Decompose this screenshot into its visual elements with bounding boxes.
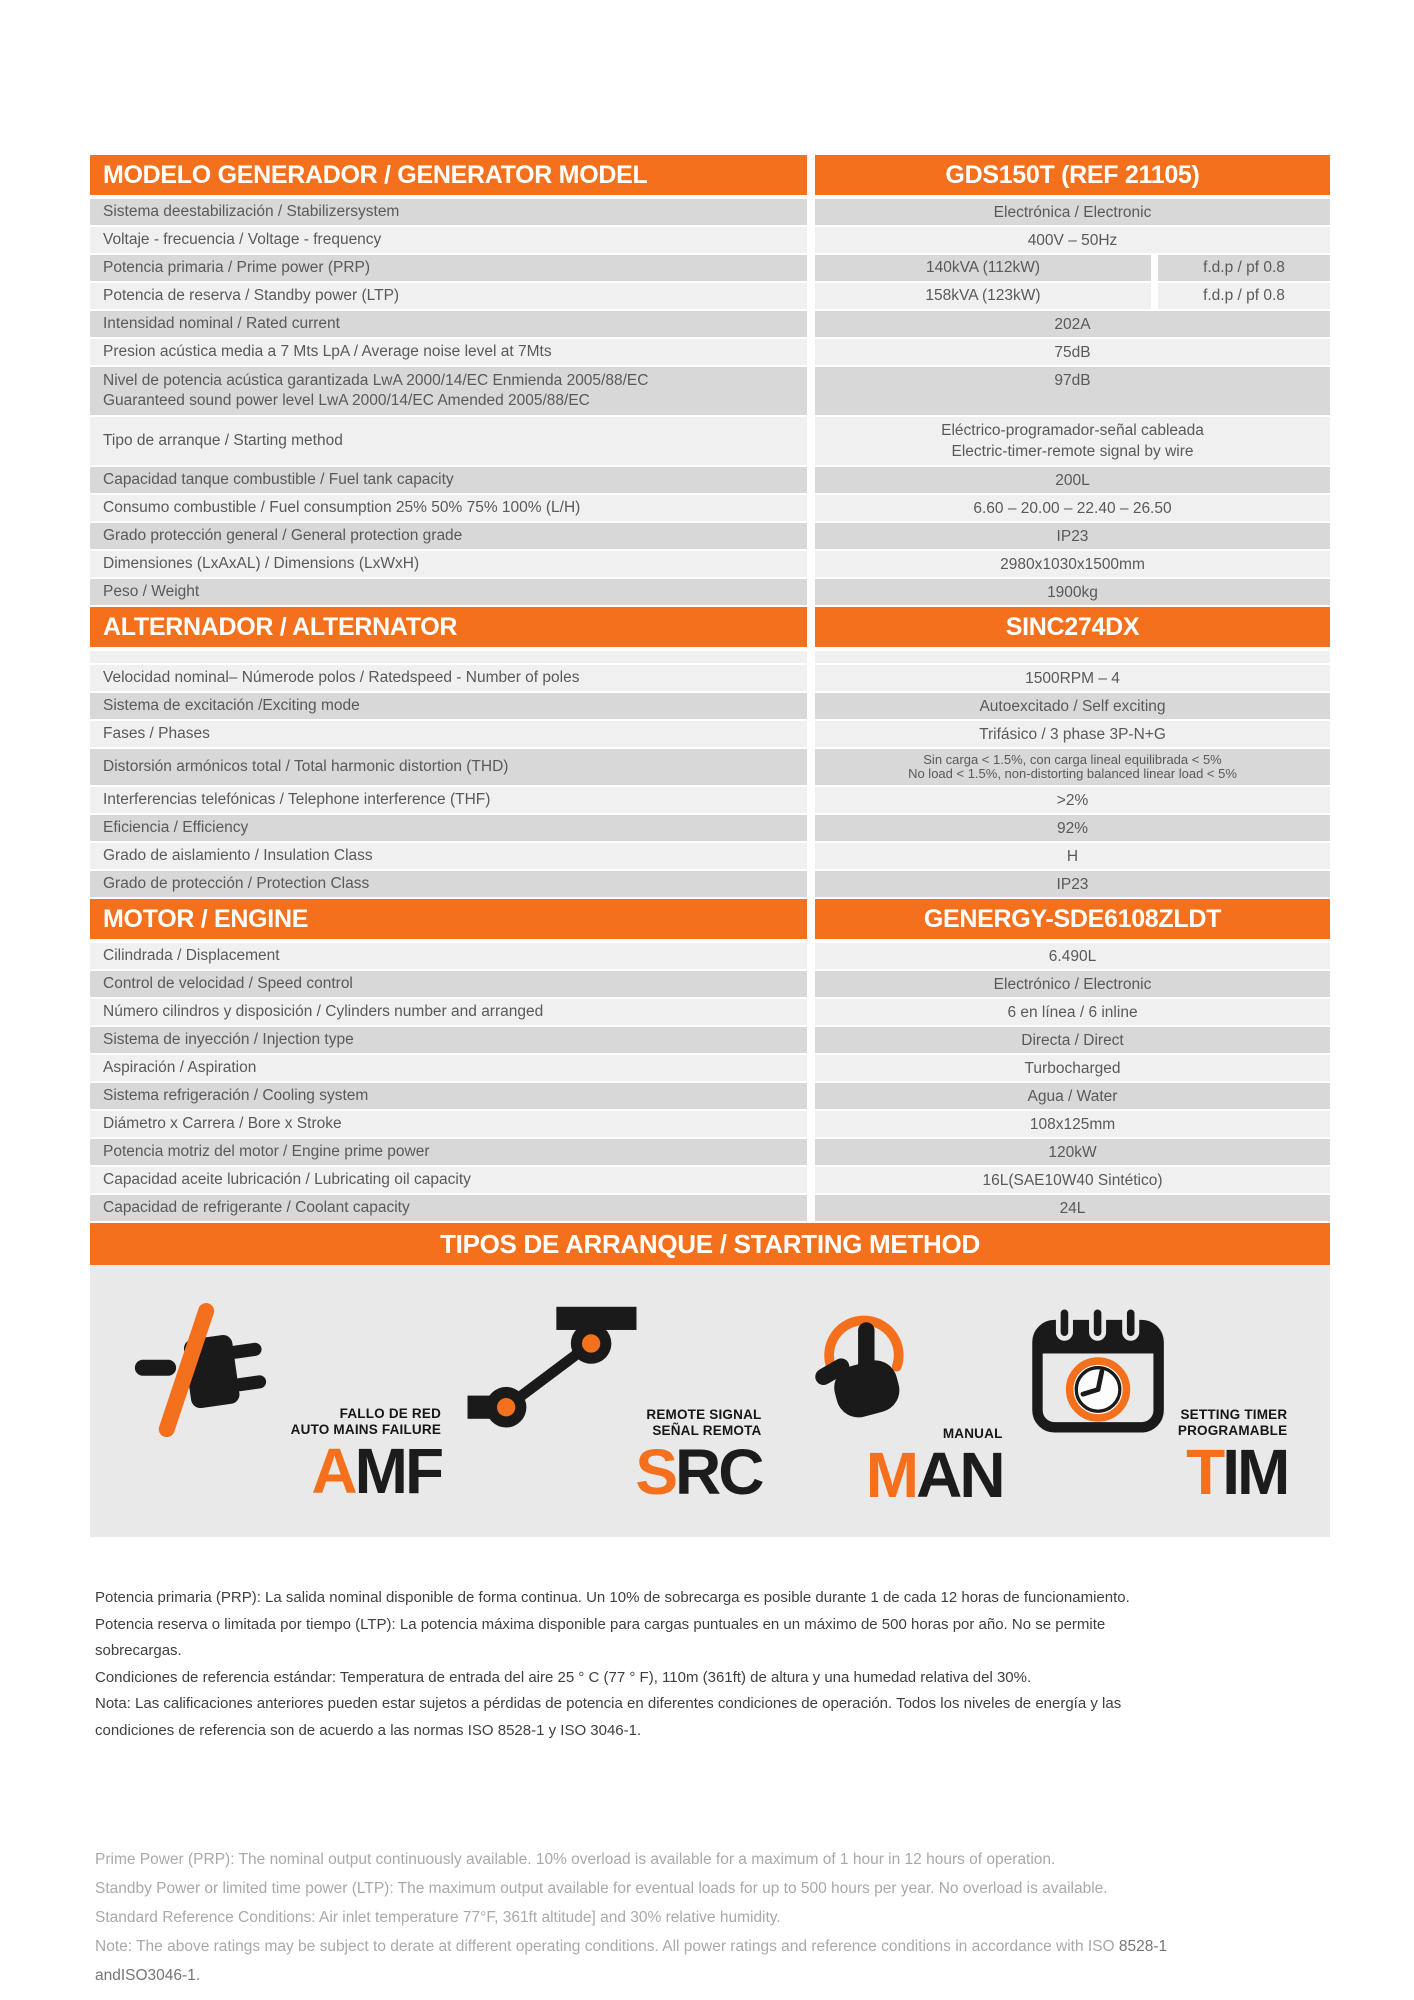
- row-value: [815, 417, 1330, 465]
- note-line: Potencia reserva o limitada por tiempo (LTP): La potencia máxima disponible para cargas puntuales en un máximo de 500 horas por año. No se permite: [95, 1615, 1106, 1633]
- note-line: Nota: Las calificaciones anteriores pueden estar sujetos a pérdidas de potencia en diferentes condiciones de operación. Todos los niveles de energía y las: [95, 1695, 1122, 1712]
- note-line: sobrecargas.: [95, 1642, 182, 1659]
- note-text: Note: The above ratings may be subject to derate at different operating conditions. All power ratings and reference conditions in accordance with ISO: [95, 1938, 1119, 1955]
- label-text: Diámetro x Carrera / Bore x Stroke: [103, 1115, 342, 1132]
- row-value: [815, 1195, 1330, 1221]
- value-line: Trifásico / 3 phase 3P-N+G: [979, 725, 1166, 743]
- row-label: [90, 283, 807, 309]
- value-line: 2980x1030x1500mm: [1000, 555, 1145, 573]
- row-label: [90, 971, 807, 997]
- value-line: Turbocharged: [1024, 1059, 1121, 1077]
- section-title-text: MODELO GENERADOR / GENERATOR MODEL: [103, 160, 648, 189]
- starting-method-tim: [1028, 1301, 1288, 1508]
- label-text: Presion acústica media a 7 Mts LpA / Average noise level at 7Mts: [103, 343, 552, 360]
- row-value: [815, 1027, 1330, 1053]
- spec-row: [90, 255, 1330, 281]
- label-text: Potencia motriz del motor / Engine prime power: [103, 1143, 430, 1160]
- row-label: [90, 339, 807, 365]
- value-line: 400V – 50Hz: [1027, 231, 1118, 249]
- label-text: Eficiencia / Efficiency: [103, 819, 249, 836]
- caption-line: SEÑAL REMOTA: [652, 1423, 762, 1438]
- code-first-letter: T: [1186, 1436, 1223, 1508]
- row-value: [815, 255, 1151, 281]
- row-label: [90, 693, 807, 719]
- row-label: [90, 227, 807, 253]
- section-header-alternator: [90, 607, 1330, 647]
- row-value: [815, 1055, 1330, 1081]
- row-pf-value: [1158, 283, 1330, 309]
- value-line: IP23: [1056, 527, 1089, 545]
- starting-method-src: [466, 1301, 762, 1508]
- value-line: 16L(SAE10W40 Sintético): [982, 1171, 1163, 1189]
- pf-text: f.d.p / pf 0.8: [1203, 287, 1285, 304]
- row-value: [815, 999, 1330, 1025]
- section-model-text: SINC274DX: [1005, 612, 1140, 641]
- value-line: 6 en línea / 6 inline: [1007, 1003, 1138, 1021]
- engine-header-model: [815, 899, 1330, 939]
- row-value: [815, 495, 1330, 521]
- label-text: Consumo combustible / Fuel consumption 25% 50% 75% 100% (L/H): [103, 499, 581, 516]
- row-label: [90, 255, 807, 281]
- label-text: Voltaje - frecuencia / Voltage - frequency: [103, 231, 382, 248]
- pf-text: f.d.p / pf 0.8: [1203, 259, 1285, 276]
- spec-row: [90, 367, 1330, 415]
- spec-row: [90, 579, 1330, 605]
- label-text: Sistema deestabilización / Stabilizersystem: [103, 203, 400, 220]
- row-value: [815, 943, 1330, 969]
- row-label: [90, 579, 807, 605]
- label-text: Intensidad nominal / Rated current: [103, 315, 340, 332]
- alternator-header-title: [90, 607, 807, 647]
- value-line: 92%: [1056, 819, 1089, 837]
- note-line: Prime Power (PRP): The nominal output continuously available. 10% overload is available for a maximum of 1 hour in 12 hours of operation.: [95, 1851, 1056, 1868]
- value-line: Eléctrico-programador-señal cableada: [941, 422, 1204, 439]
- starting-method-header: [90, 1223, 1330, 1265]
- method-code: [311, 1435, 442, 1507]
- tim-icon-caption: [1028, 1301, 1287, 1441]
- row-label: [90, 749, 807, 785]
- spec-row: [90, 339, 1330, 365]
- starting-method-man: [787, 1299, 1003, 1511]
- row-value: [815, 1167, 1330, 1193]
- row-value: [815, 551, 1330, 577]
- label-text: Aspiración / Aspiration: [103, 1059, 257, 1076]
- value-line: >2%: [1056, 791, 1089, 809]
- value-text: 140kVA (112kW): [925, 259, 1040, 276]
- spec-row: [90, 971, 1330, 997]
- generator-model-header-model: [815, 155, 1330, 195]
- section-header-generator-model: [90, 155, 1330, 195]
- value-line: 97dB: [1054, 372, 1091, 389]
- row-value: [815, 815, 1330, 841]
- note-line: condiciones de referencia son de acuerdo a las normas ISO 8528-1 y ISO 3046-1.: [95, 1721, 642, 1739]
- value-line: 200L: [1055, 471, 1090, 489]
- value-line: IP23: [1056, 875, 1089, 893]
- spec-row: [90, 815, 1330, 841]
- row-label: [90, 787, 807, 813]
- spec-row: [90, 311, 1330, 337]
- label-text: Grado de aislamiento / Insulation Class: [103, 847, 373, 864]
- label-text: Capacidad aceite lubricación / Lubricating oil capacity: [103, 1171, 471, 1188]
- row-label: [90, 1195, 807, 1221]
- section-title-text: MOTOR / ENGINE: [103, 904, 309, 933]
- value-line: Directa / Direct: [1021, 1031, 1124, 1049]
- spec-row: [90, 495, 1330, 521]
- spec-row: [90, 693, 1330, 719]
- row-label: [90, 551, 807, 577]
- value-line: 202A: [1054, 315, 1091, 333]
- spec-table: [90, 155, 1330, 1537]
- row-value: [815, 693, 1330, 719]
- label-text: Control de velocidad / Speed control: [103, 975, 353, 992]
- spec-row: [90, 721, 1330, 747]
- spec-row: [90, 417, 1330, 465]
- row-label: [90, 417, 807, 465]
- value-line: 108x125mm: [1029, 1115, 1116, 1133]
- row-label: [90, 523, 807, 549]
- value-line: Agua / Water: [1027, 1087, 1118, 1105]
- note-line: Standby Power or limited time power (LTP): The maximum output available for eventual loads for up to 500 hours per year. No overload is available.: [95, 1880, 1108, 1897]
- label-text: Sistema de inyección / Injection type: [103, 1031, 354, 1048]
- row-value: [815, 971, 1330, 997]
- label-text: Peso / Weight: [103, 583, 200, 600]
- spec-row: [90, 1083, 1330, 1109]
- row-label: [90, 999, 807, 1025]
- note-line: Potencia primaria (PRP): La salida nominal disponible de forma continua. Un 10% de sobrecarga es posible durante 1 de cada 12 horas de funcionamiento.: [95, 1589, 1130, 1606]
- spec-row: [90, 1111, 1330, 1137]
- row-label: [90, 1139, 807, 1165]
- row-pf-value: [1158, 255, 1330, 281]
- remote-switch-icon: [466, 1301, 638, 1441]
- note-text-dark: 8528-1: [1118, 1938, 1168, 1955]
- value-text: 158kVA (123kW): [925, 287, 1041, 304]
- row-value: [815, 467, 1330, 493]
- generator-model-header-title: [90, 155, 807, 195]
- code-first-letter: M: [865, 1438, 917, 1511]
- spec-row: [90, 787, 1330, 813]
- row-label: [90, 943, 807, 969]
- value-line: 1900kg: [1047, 583, 1098, 601]
- value-line: Autoexcitado / Self exciting: [979, 697, 1166, 715]
- row-value: [815, 787, 1330, 813]
- label-text: Número cilindros y disposición / Cylinders number and arranged: [103, 1003, 544, 1020]
- row-value: [815, 367, 1330, 415]
- spec-row: [90, 1139, 1330, 1165]
- row-label: [90, 311, 807, 337]
- src-icon-caption: [466, 1301, 761, 1441]
- note-line: andISO3046-1.: [95, 1967, 201, 1984]
- caption-line: MANUAL: [942, 1425, 1003, 1441]
- row-value: [815, 749, 1330, 785]
- label-text: Dimensiones (LxAxAL) / Dimensions (LxWxH): [103, 555, 420, 572]
- spec-row: [90, 943, 1330, 969]
- spec-row: [90, 665, 1330, 691]
- row-value: [815, 871, 1330, 897]
- spec-row: [90, 227, 1330, 253]
- spec-row: [90, 551, 1330, 577]
- spec-row: [90, 1195, 1330, 1221]
- row-value: [815, 523, 1330, 549]
- spec-sections: [90, 155, 1330, 1221]
- section-title-text: ALTERNADOR / ALTERNATOR: [103, 612, 458, 641]
- row-value: [815, 311, 1330, 337]
- label-text: Sistema refrigeración / Cooling system: [103, 1087, 369, 1104]
- value-line: 1500RPM – 4: [1025, 669, 1120, 687]
- value-line: Electrónica / Electronic: [993, 203, 1152, 221]
- label-text: Velocidad nominal– Númerode polos / Ratedspeed - Number of poles: [103, 669, 580, 686]
- row-label: [90, 367, 807, 415]
- starting-method-title: TIPOS DE ARRANQUE / STARTING METHOD: [440, 1228, 980, 1259]
- value-line: 75dB: [1054, 343, 1091, 361]
- spec-row: [90, 199, 1330, 225]
- row-value-group: [815, 255, 1330, 281]
- label-text: Potencia primaria / Prime power (PRP): [103, 259, 371, 276]
- caption-line: SETTING TIMER: [1180, 1407, 1288, 1422]
- note-line: Condiciones de referencia estándar: Temperatura de entrada del aire 25 ° C (77 ° F), 110m (361ft) de altura y una humedad relativa del 30%.: [95, 1668, 1032, 1686]
- row-label: [90, 1111, 807, 1137]
- spec-row: [90, 283, 1330, 309]
- method-code: [1186, 1436, 1288, 1508]
- note-line: [95, 1932, 1350, 1961]
- notes-spanish: [95, 1585, 1350, 1744]
- code-rest: MF: [354, 1435, 442, 1507]
- label-text: Fases / Phases: [103, 725, 210, 742]
- row-label: [90, 1055, 807, 1081]
- label-text: Distorsión armónicos total / Total harmonic distortion (THD): [103, 758, 509, 775]
- spec-row: [90, 999, 1330, 1025]
- spec-row: [90, 467, 1330, 493]
- engine-header-title: [90, 899, 807, 939]
- row-label: [90, 467, 807, 493]
- label-text: Cilindrada / Displacement: [103, 947, 280, 964]
- notes-english: [95, 1845, 1350, 1990]
- value-line: Sin carga < 1.5%, con carga lineal equilibrada < 5%: [923, 751, 1222, 767]
- spec-row: [90, 1167, 1330, 1193]
- row-label: [90, 665, 807, 691]
- spec-row: [90, 523, 1330, 549]
- timer-calendar-icon: [1028, 1301, 1170, 1441]
- code-first-letter: A: [311, 1435, 355, 1507]
- value-line: No load < 1.5%, non-distorting balanced linear load < 5%: [908, 766, 1237, 781]
- row-label: [90, 815, 807, 841]
- row-value: [815, 1139, 1330, 1165]
- value-line: 6.490L: [1048, 947, 1097, 965]
- amf-icon-caption: [133, 1302, 441, 1440]
- label-text: Tipo de arranque / Starting method: [103, 432, 343, 449]
- value-line: Electric-timer-remote signal by wire: [951, 443, 1194, 460]
- row-value: [815, 665, 1330, 691]
- caption-line: PROGRAMABLE: [1177, 1423, 1288, 1438]
- value-line: 120kW: [1048, 1143, 1097, 1161]
- label-text: Grado protección general / General protection grade: [103, 527, 463, 544]
- value-line: Electrónico / Electronic: [993, 975, 1152, 993]
- starting-methods-panel: [90, 1265, 1330, 1537]
- value-line: H: [1066, 847, 1079, 865]
- starting-method-amf: [133, 1302, 442, 1507]
- row-label: [90, 1083, 807, 1109]
- row-value: [815, 579, 1330, 605]
- spec-row: [90, 1055, 1330, 1081]
- row-label: [90, 871, 807, 897]
- caption-line: FALLO DE RED: [339, 1406, 442, 1421]
- code-rest: AN: [916, 1438, 1003, 1511]
- caption-line: REMOTE SIGNAL: [646, 1407, 762, 1422]
- row-label: [90, 1167, 807, 1193]
- label-text: Capacidad tanque combustible / Fuel tank capacity: [103, 471, 454, 488]
- label-text: Grado de protección / Protection Class: [103, 875, 370, 892]
- label-text: Capacidad de refrigerante / Coolant capacity: [103, 1199, 410, 1216]
- man-icon-caption: [787, 1299, 1003, 1444]
- label-line: Guaranteed sound power level LwA 2000/14/EC Amended 2005/88/EC: [103, 392, 590, 409]
- row-label: [90, 495, 807, 521]
- label-text: Interferencias telefónicas / Telephone interference (THF): [103, 791, 491, 808]
- spec-row: [90, 749, 1330, 785]
- code-first-letter: S: [635, 1436, 676, 1508]
- value-line: 24L: [1059, 1199, 1086, 1217]
- value-line: 6.60 – 20.00 – 22.40 – 26.50: [973, 499, 1172, 517]
- method-code: [865, 1438, 1003, 1511]
- plug-slash-icon: [133, 1302, 283, 1440]
- row-value: [815, 843, 1330, 869]
- row-label: [90, 199, 807, 225]
- row-value: [815, 339, 1330, 365]
- spec-row: [90, 871, 1330, 897]
- code-rest: RC: [675, 1436, 762, 1508]
- row-value: [815, 199, 1330, 225]
- section-model-text: GENERGY-SDE6108ZLDT: [923, 904, 1222, 933]
- label-text: Potencia de reserva / Standby power (LTP): [103, 287, 400, 304]
- row-value: [815, 1083, 1330, 1109]
- row-value: [815, 721, 1330, 747]
- section-model-text: GDS150T (REF 21105): [945, 160, 1200, 189]
- spec-row: [90, 1027, 1330, 1053]
- row-value-group: [815, 283, 1330, 309]
- alternator-header-model: [815, 607, 1330, 647]
- row-value: [815, 1111, 1330, 1137]
- caption-line: AUTO MAINS FAILURE: [290, 1422, 442, 1437]
- row-value: [815, 227, 1330, 253]
- row-label: [90, 843, 807, 869]
- method-code: [635, 1436, 762, 1508]
- row-label: [90, 721, 807, 747]
- section-header-engine: [90, 899, 1330, 939]
- note-line: Standard Reference Conditions: Air inlet temperature 77°F, 361ft altitude] and 30% relative humidity.: [95, 1909, 781, 1926]
- spacer-row: [90, 651, 1330, 663]
- row-label: [90, 1027, 807, 1053]
- label-text: Sistema de excitación /Exciting mode: [103, 697, 360, 714]
- code-rest: IM: [1222, 1436, 1288, 1508]
- row-value: [815, 283, 1151, 309]
- touch-hand-icon: [787, 1299, 935, 1444]
- spec-row: [90, 843, 1330, 869]
- label-line: Nivel de potencia acústica garantizada LwA 2000/14/EC Enmienda 2005/88/EC: [103, 372, 649, 389]
